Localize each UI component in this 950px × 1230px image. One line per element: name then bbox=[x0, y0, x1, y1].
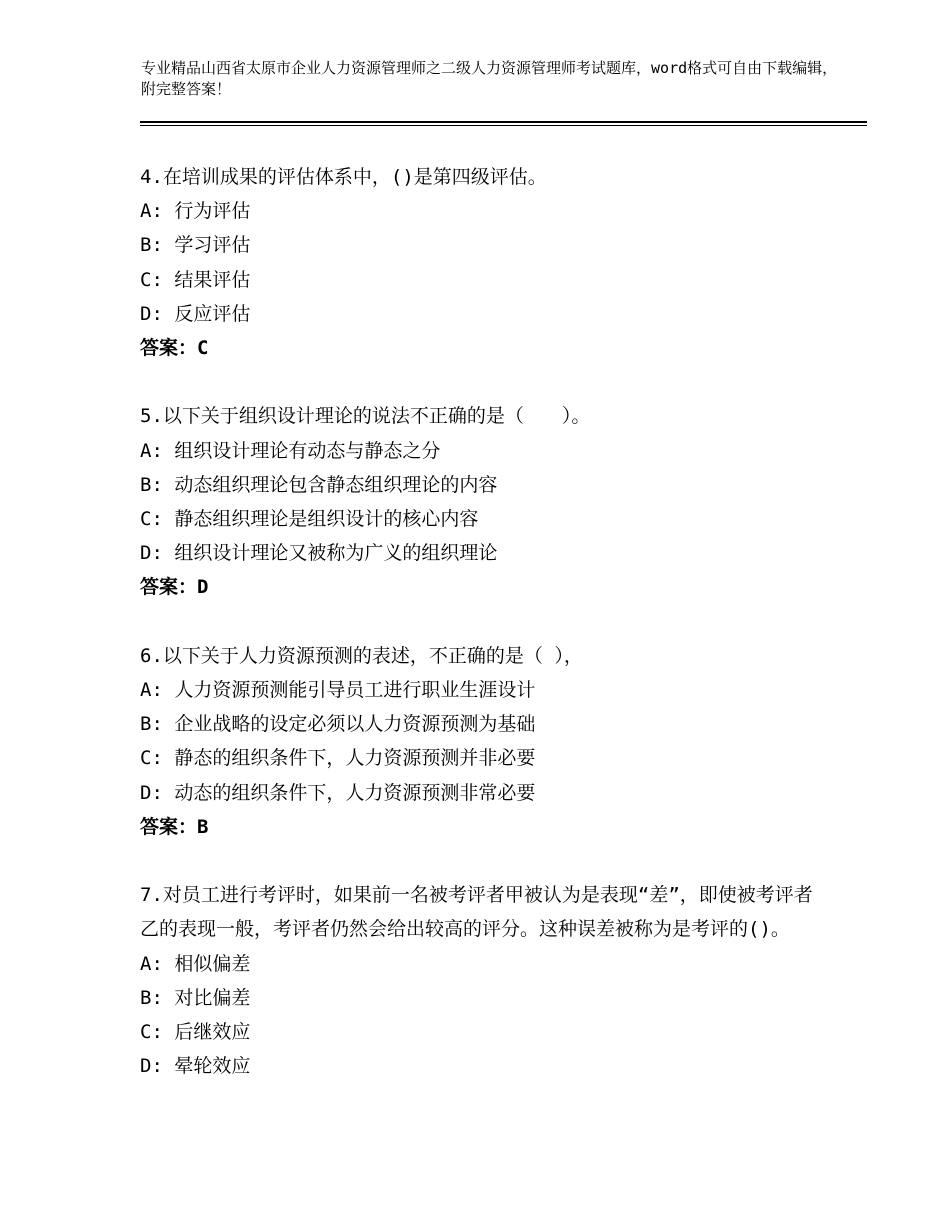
option-d: D: 晕轮效应 bbox=[140, 1055, 251, 1078]
option-a: A: 行为评估 bbox=[140, 200, 251, 223]
document-header: 专业精品山西省太原市企业人力资源管理师之二级人力资源管理师考试题库，word格式可自由下载编辑，附完整答案！ bbox=[141, 59, 838, 98]
question-list bbox=[140, 160, 820, 1118]
header-rule-thin bbox=[140, 125, 867, 126]
option-b: B: 学习评估 bbox=[140, 234, 251, 257]
option-d: D: 反应评估 bbox=[140, 302, 251, 325]
option-a: A: 人力资源预测能引导员工进行职业生涯设计 bbox=[140, 679, 536, 702]
header-rule-thick bbox=[140, 121, 867, 123]
option-c: C: 静态的组织条件下，人力资源预测并非必要 bbox=[140, 747, 536, 770]
question-5 bbox=[140, 399, 820, 604]
question-stem: 6.以下关于人力资源预测的表述，不正确的是（ ）， bbox=[140, 644, 583, 667]
question-6 bbox=[140, 639, 820, 844]
option-c: C: 后继效应 bbox=[140, 1021, 251, 1044]
option-d: D: 组织设计理论又被称为广义的组织理论 bbox=[140, 542, 498, 565]
option-c: C: 结果评估 bbox=[140, 268, 251, 291]
question-stem: 7.对员工进行考评时，如果前一名被考评者甲被认为是表现“差”，即使被考评者乙的表现一般，考评者仍然会给出较高的评分。这种误差被称为是考评的()。 bbox=[140, 884, 813, 941]
option-c: C: 静态组织理论是组织设计的核心内容 bbox=[140, 508, 479, 531]
question-7 bbox=[140, 878, 820, 1083]
option-b: B: 动态组织理论包含静态组织理论的内容 bbox=[140, 473, 498, 496]
answer: 答案：C bbox=[140, 337, 209, 360]
question-4 bbox=[140, 160, 820, 365]
question-stem: 5.以下关于组织设计理论的说法不正确的是（ ）。 bbox=[140, 405, 591, 428]
answer: 答案：B bbox=[140, 815, 209, 838]
option-a: A: 相似偏差 bbox=[140, 952, 251, 975]
option-b: B: 对比偏差 bbox=[140, 986, 251, 1009]
question-stem: 4.在培训成果的评估体系中，()是第四级评估。 bbox=[140, 166, 547, 188]
answer: 答案：D bbox=[140, 576, 209, 599]
option-a: A: 组织设计理论有动态与静态之分 bbox=[140, 439, 441, 462]
option-d: D: 动态的组织条件下，人力资源预测非常必要 bbox=[140, 781, 536, 804]
option-b: B: 企业战略的设定必须以人力资源预测为基础 bbox=[140, 713, 536, 736]
